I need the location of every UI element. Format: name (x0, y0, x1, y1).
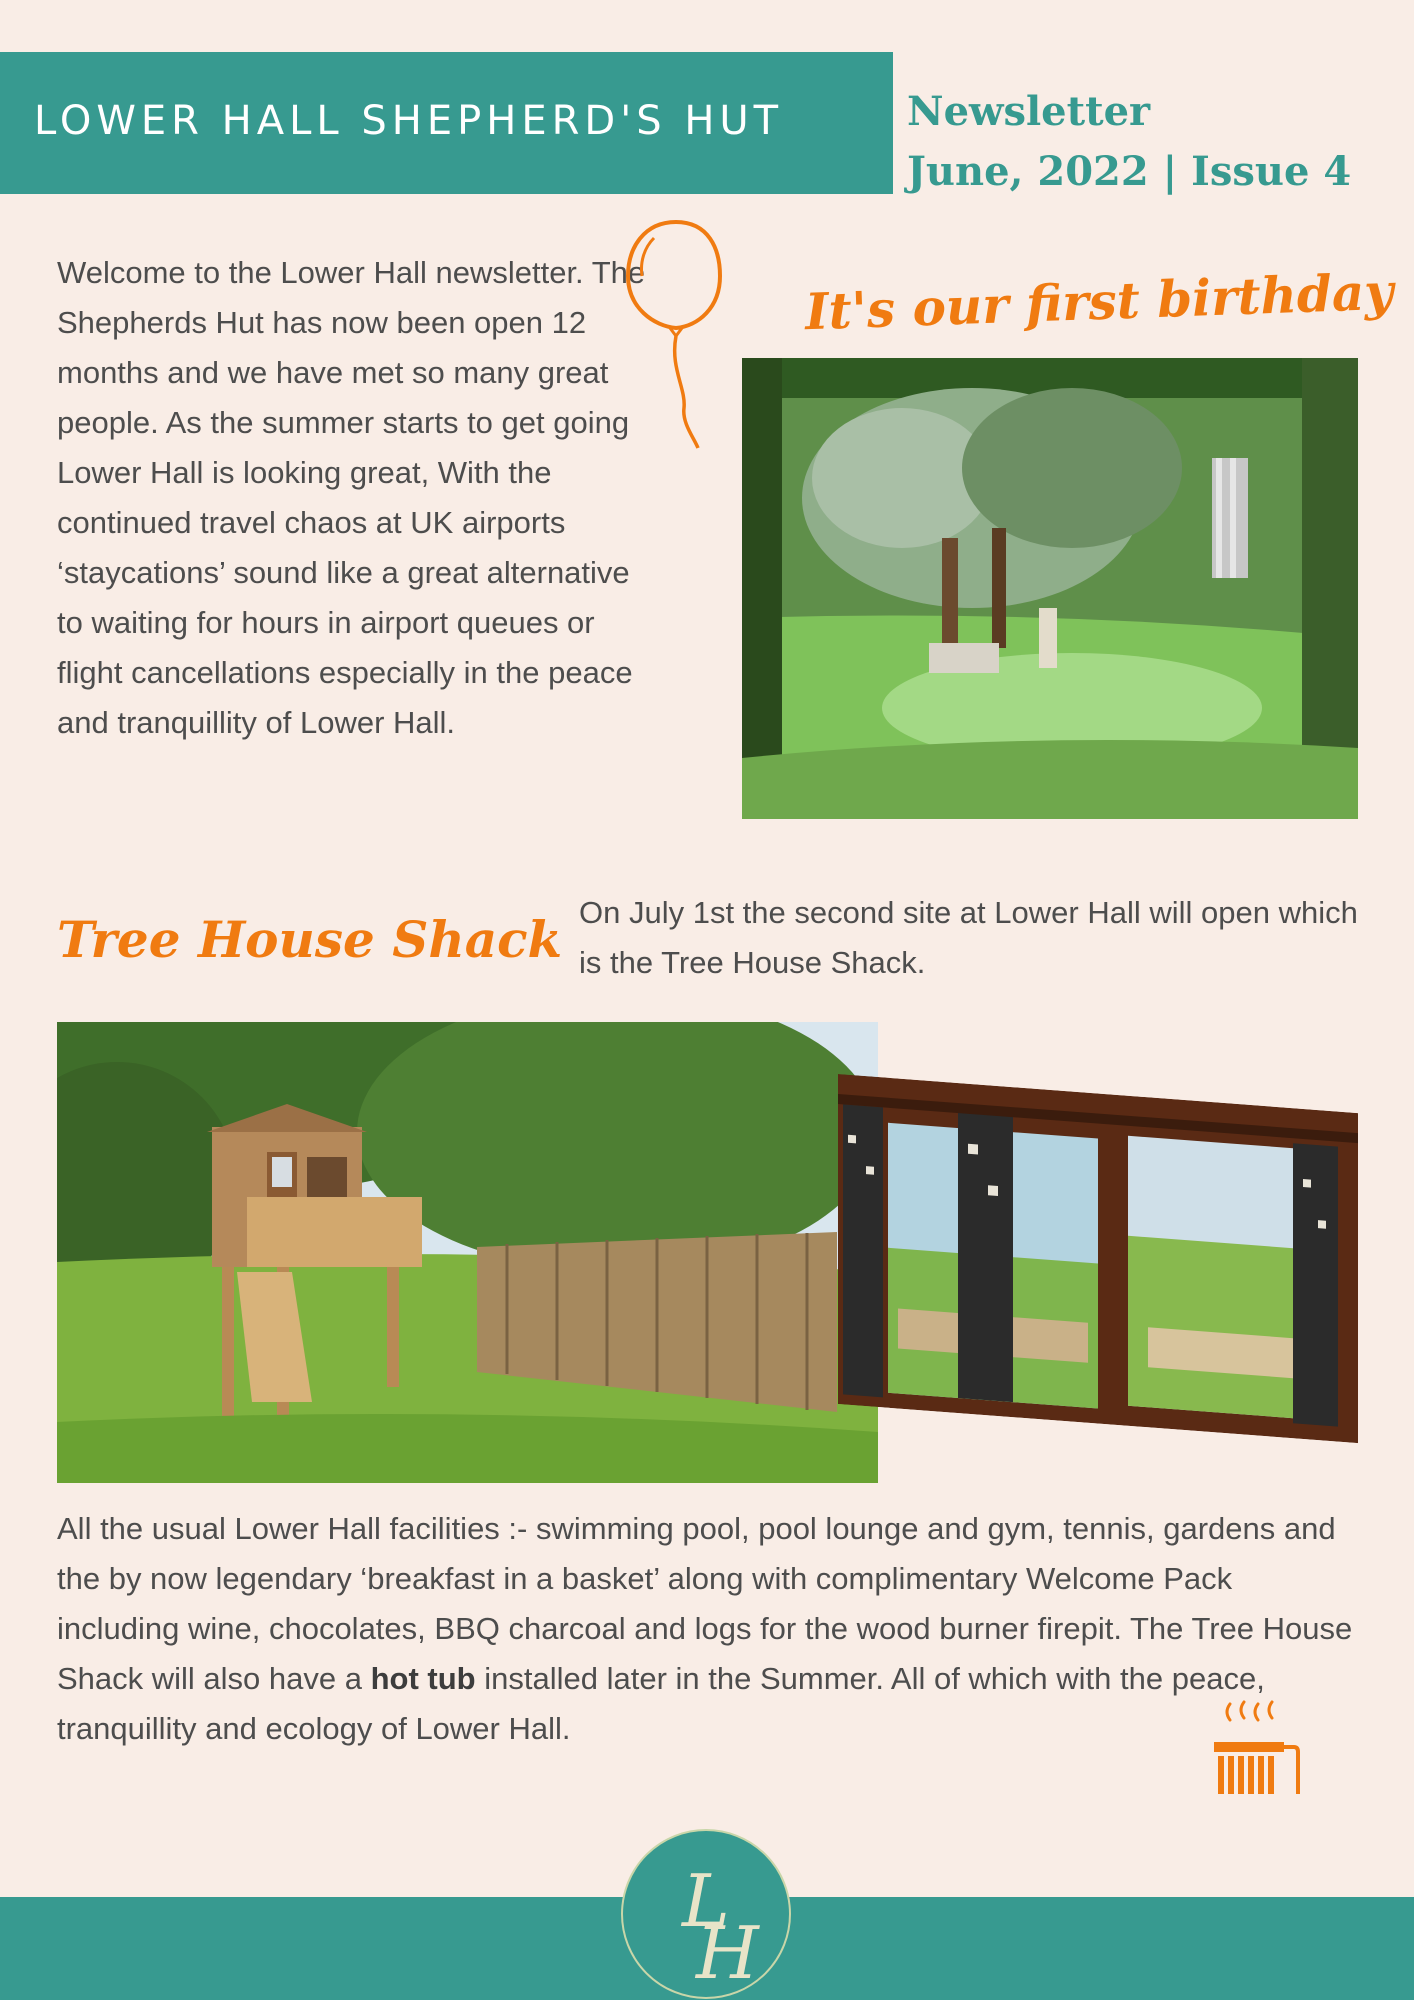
treehouse-heading: Tree House Shack (57, 910, 563, 969)
newsletter-title: LOWER HALL SHEPHERD'S HUT (34, 98, 784, 144)
title-banner (0, 52, 893, 194)
svg-text:H: H (696, 1911, 759, 1995)
hot-tub-icon (1210, 1700, 1310, 1800)
garden-photo (742, 358, 1358, 819)
hot-tub-emphasis: hot tub (370, 1661, 476, 1696)
treehouse-interior-photo (838, 1074, 1358, 1443)
intro-paragraph: Welcome to the Lower Hall newsletter. The Shepherds Hut has now been open 12 months and we have met so many great people. As the summer starts to get going Lower Hall is looking great, With the continued travel chaos at UK airports ‘staycations’ sound like a great alternative to waiting for hours in airport queues or flight cancellations especially in the peace and tranquillity of Lower Hall. (57, 255, 646, 740)
issue-date: June, 2022 | Issue 4 (907, 148, 1352, 195)
facilities-text-2: installed later in the Summer. All of which with the peace, tranquillity and ecology of Lower Hall. (57, 1661, 1265, 1746)
birthday-heading: It's our first birthday (804, 261, 1395, 342)
lower-hall-logo (620, 1828, 792, 2000)
svg-text:L: L (682, 1859, 730, 1943)
newsletter-label: Newsletter (907, 88, 1151, 135)
treehouse-paragraph: On July 1st the second site at Lower Hall will open which is the Tree House Shack. (579, 895, 1358, 980)
balloon-icon (624, 218, 729, 450)
facilities-paragraph (57, 1504, 1357, 1754)
treehouse-photo (57, 1022, 878, 1483)
facilities-text-1: All the usual Lower Hall facilities :- swimming pool, pool lounge and gym, tennis, gardens and the by now legendary ‘breakfast in a basket’ along with complimentary Welcome Pack including wine, chocolates, BBQ charcoal and logs for the wood burner firepit. The Tree House Shack will also have a (57, 1511, 1353, 1696)
